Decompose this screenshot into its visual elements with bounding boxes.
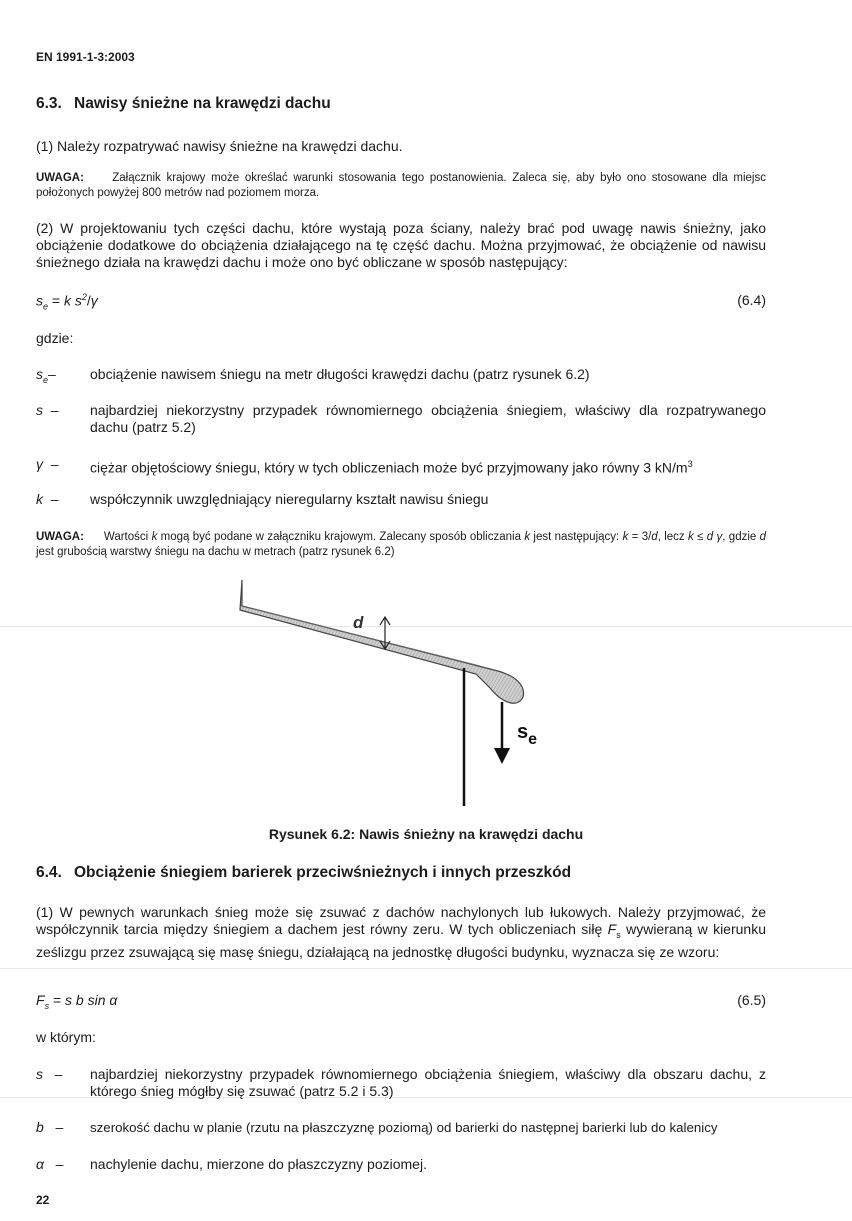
scan-artifact-line bbox=[0, 968, 852, 969]
formula-6-4: $s_e = k$ $s^2/\gamma$ bbox=[36, 292, 98, 312]
formula-number: (6.4) bbox=[737, 292, 766, 308]
symbol-s: s – bbox=[36, 402, 59, 418]
paragraph-2: (2) W projektowaniu tych części dachu, które wystają poza ściany, należy brać pod uwagę nawis śnieżny, jako obciążenie dodatkowe do obciążenia działającego na tę część dachu. Można przyjmować, że obciążenie od nawisu śnieżnego działa na krawędzi dachu i może ono być obliczane w sposób następujący: bbox=[36, 220, 766, 270]
figure-caption: Rysunek 6.2: Nawis śnieżny na krawędzi dachu bbox=[268, 826, 584, 842]
snow-overhang-figure bbox=[230, 570, 560, 810]
where-label: gdzie: bbox=[36, 330, 74, 346]
note-label: UWAGA: bbox=[36, 172, 84, 184]
section-title: Obciążenie śniegiem barierek przeciwśnieżnych i innych przeszkód bbox=[74, 864, 572, 881]
definition-k: współczynnik uwzględniający nieregularny kształt nawisu śniegu bbox=[90, 491, 489, 507]
note-text: Załącznik krajowy może określać warunki stosowania tego postanowienia. Zaleca się, aby było ono stosowane dla miejsc położonych powyżej 800 metrów nad poziomem morza. bbox=[36, 172, 766, 199]
definition-alpha: nachylenie dachu, mierzone do płaszczyzny poziomej. bbox=[90, 1156, 427, 1172]
load-arrow-se bbox=[494, 702, 510, 764]
symbol-s: s – bbox=[36, 1066, 63, 1082]
label-se: $s_e$ bbox=[517, 721, 538, 748]
section-number: 6.3. bbox=[36, 95, 62, 112]
section-6-3-heading bbox=[36, 95, 331, 113]
depth-arrow bbox=[380, 617, 390, 649]
definition-s: najbardziej niekorzystny przypadek równomiernego obciążenia śniegiem, właściwy dla obszaru dachu, z którego śnieg mógłby się zsuwać (patrz 5.2 i 5.3) bbox=[90, 1066, 766, 1099]
symbol-b: b – bbox=[36, 1119, 64, 1135]
section-number: 6.4. bbox=[36, 864, 62, 881]
label-d: d bbox=[353, 613, 364, 632]
formula-6-5: $F_s = s$ b sin α bbox=[36, 992, 118, 1011]
definition-b: szerokość dachu w planie (rzutu na płaszczyznę poziomą) od barierki do następnej barierki lub do kalenicy bbox=[90, 1120, 718, 1135]
page-number: 22 bbox=[36, 1193, 50, 1207]
paragraph-6-4-1: (1) W pewnych warunkach śnieg może się zsuwać z dachów nachylonych lub łukowych. Należy przyjmować, że współczynnik tarcia między śniegiem a dachem jest równy zeru. W tych obliczeniach siłę $F_s$ wywieraną w kierunku ześlizgu przez zsuwającą się masę śniegu, działającą na jednostkę długości budynku, wyznacza się ze wzoru: bbox=[36, 904, 766, 960]
symbol-se: $s_e-$ bbox=[36, 366, 56, 385]
section-6-4-heading bbox=[36, 864, 571, 882]
note-1 bbox=[36, 171, 766, 201]
note-2: UWAGA: Wartości k mogą być podane w załączniku krajowym. Zalecany sposób obliczania k jest następujący: k = 3/d, lecz k ≤ d γ, gdzie d jest grubością warstwy śniegu na dachu w metrach (patrz rysunek 6.2) bbox=[36, 531, 767, 558]
definition-s: najbardziej niekorzystny przypadek równomiernego obciążenia śniegiem, właściwy dla rozpatrywanego dachu (patrz 5.2) bbox=[90, 402, 766, 435]
symbol-alpha: α – bbox=[36, 1156, 64, 1172]
definition-gamma: ciężar objętościowy śniegu, który w tych obliczeniach może być przyjmowany jako równy 3 $kN/m^3$ bbox=[90, 459, 693, 476]
symbol-k: k – bbox=[36, 491, 59, 507]
paragraph-1: (1) Należy rozpatrywać nawisy śnieżne na krawędzi dachu. bbox=[36, 138, 403, 154]
formula-number: (6.5) bbox=[737, 992, 766, 1008]
section-title: Nawisy śnieżne na krawędzi dachu bbox=[74, 95, 331, 112]
document-id: EN 1991-1-3:2003 bbox=[36, 50, 135, 64]
symbol-gamma: γ – bbox=[36, 456, 59, 472]
where-label: w którym: bbox=[36, 1029, 96, 1045]
definition-se: obciążenie nawisem śniegu na metr długości krawędzi dachu (patrz rysunek 6.2) bbox=[90, 366, 590, 382]
